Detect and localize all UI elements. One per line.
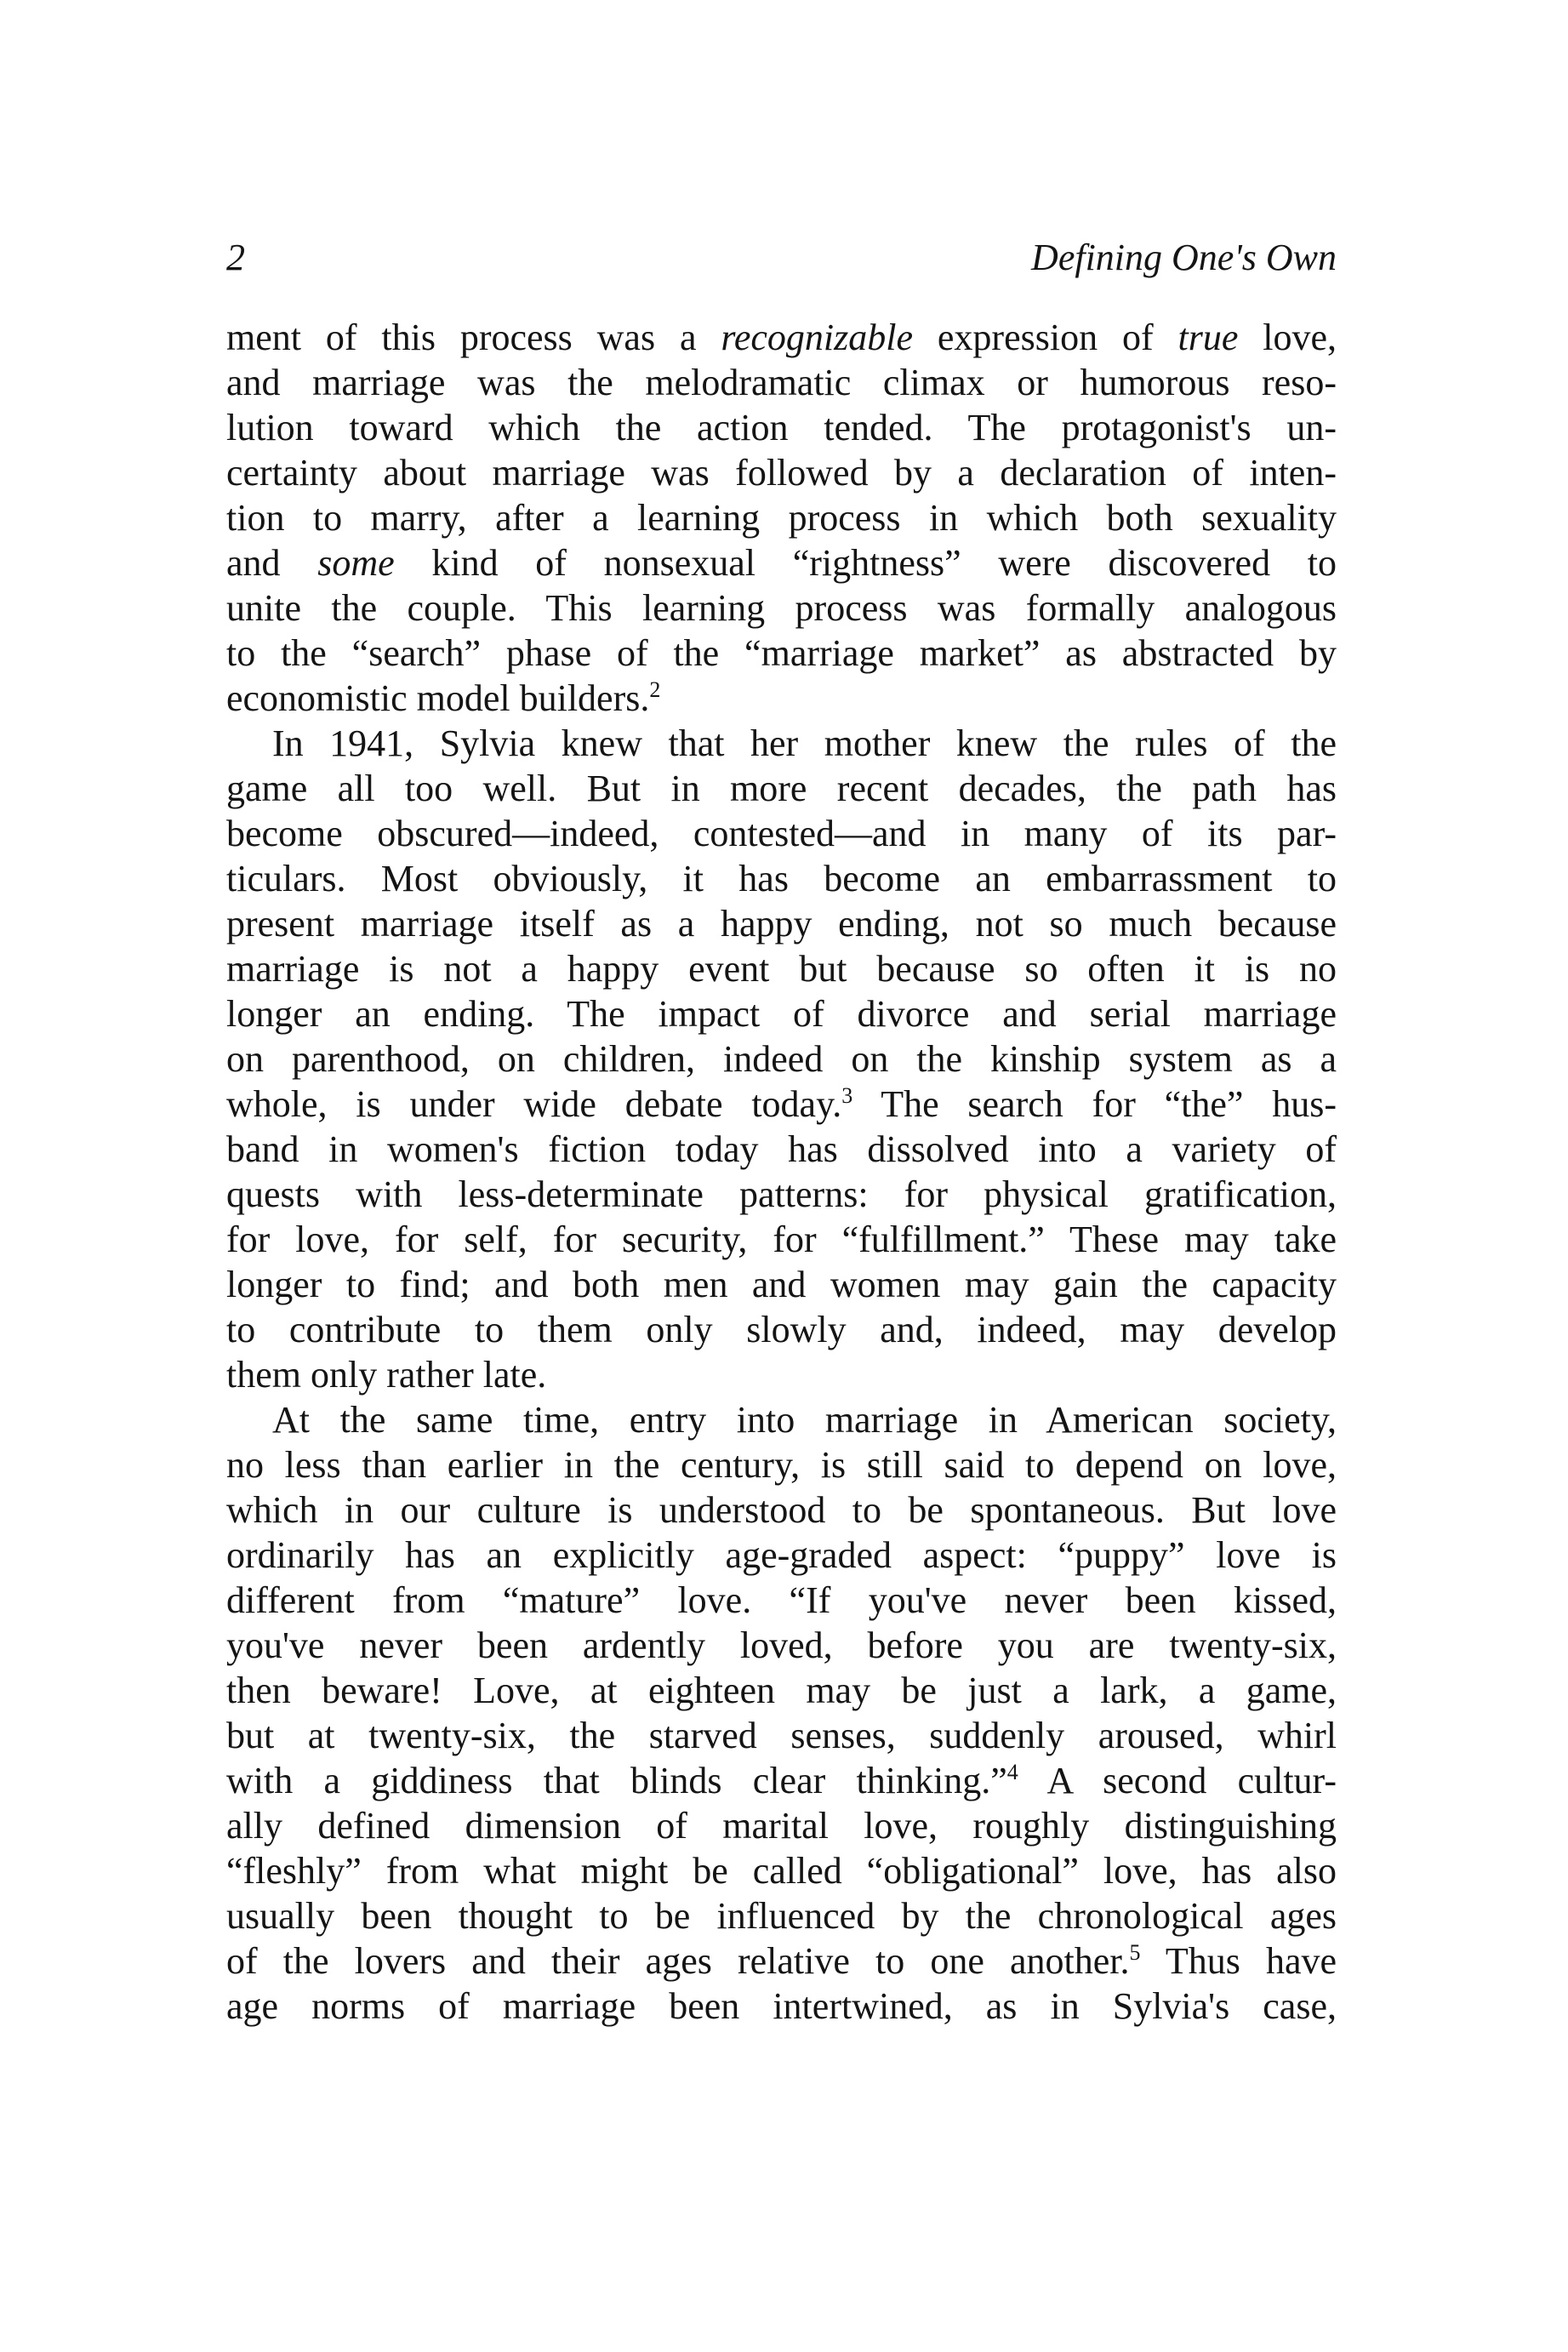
text-line: become obscured—indeed, contested—and in many of its par-: [226, 813, 1337, 854]
text-line: quests with less-determinate patterns: for physical gratification,: [226, 1173, 1337, 1215]
footnote-ref: 3: [841, 1083, 853, 1108]
text-line: usually been thought to be influenced by the chronological ages: [226, 1895, 1337, 1937]
text-line: on parenthood, on children, indeed on the kinship system as a: [226, 1038, 1337, 1080]
text-line: for love, for self, for security, for “fulfillment.” These may take: [226, 1219, 1337, 1260]
text-line: ally defined dimension of marital love, roughly distinguishing: [226, 1805, 1337, 1847]
text-line: ordinarily has an explicitly age-graded aspect: “puppy” love is: [226, 1534, 1337, 1576]
text-line: them only rather late.: [226, 1354, 547, 1396]
text-line: game all too well. But in more recent decades, the path has: [226, 768, 1337, 809]
text-line: present marriage itself as a happy ending, not so much because: [226, 903, 1337, 945]
text-line: longer an ending. The impact of divorce and serial marriage: [226, 993, 1337, 1035]
footnote-ref: 4: [1006, 1760, 1018, 1784]
text-line: then beware! Love, at eighteen may be just a lark, a game,: [226, 1670, 1337, 1711]
text-line: with a giddiness that blinds clear thinking.”$^4$ A second cultur-: [226, 1760, 1337, 1801]
text-line: tion to marry, after a learning process in which both sexuality: [226, 497, 1337, 539]
body-text: [226, 315, 1337, 2029]
text-line: ticulars. Most obviously, it has become an embarrassment to: [226, 858, 1337, 899]
text-line: marriage is not a happy event but because so often it is no: [226, 948, 1337, 990]
text-line: economistic model builders.$^2$: [226, 677, 661, 719]
text-line: lution toward which the action tended. The protagonist's un-: [226, 407, 1337, 448]
text-line: “fleshly” from what might be called “obligational” love, has also: [226, 1850, 1337, 1892]
text-line: In 1941, Sylvia knew that her mother knew the rules of the: [272, 722, 1337, 764]
text-line: of the lovers and their ages relative to one another.$^5$ Thus have: [226, 1940, 1337, 1982]
text-line: and marriage was the melodramatic climax or humorous reso-: [226, 362, 1337, 403]
text-line: At the same time, entry into marriage in American society,: [272, 1399, 1337, 1441]
running-head: Defining One's Own: [1031, 237, 1337, 278]
text-line: age norms of marriage been intertwined, as in Sylvia's case,: [226, 1985, 1337, 2027]
text-line: and some kind of nonsexual “rightness” were discovered to: [226, 542, 1337, 584]
text-line: band in women's fiction today has dissolved into a variety of: [226, 1128, 1337, 1170]
text-line: longer to find; and both men and women may gain the capacity: [226, 1264, 1337, 1305]
footnote-ref: 5: [1129, 1940, 1141, 1965]
text-line: no less than earlier in the century, is still said to depend on love,: [226, 1444, 1337, 1486]
text-line: whole, is under wide debate today.$^3$ The search for “the” hus-: [226, 1083, 1337, 1125]
page-number: 2: [226, 237, 245, 278]
text-line: different from “mature” love. “If you've never been kissed,: [226, 1579, 1337, 1621]
text-line: which in our culture is understood to be spontaneous. But love: [226, 1489, 1337, 1531]
text-line: you've never been ardently loved, before you are twenty-six,: [226, 1624, 1337, 1666]
text-line: unite the couple. This learning process was formally analogous: [226, 587, 1337, 629]
text-line: certainty about marriage was followed by a declaration of inten-: [226, 452, 1337, 494]
page-header: [226, 228, 1337, 288]
text-line: ment of this process was a recognizable expression of true love,: [226, 317, 1337, 358]
text-line: to the “search” phase of the “marriage market” as abstracted by: [226, 632, 1337, 674]
footnote-ref: 2: [649, 677, 661, 702]
text-line: to contribute to them only slowly and, indeed, may develop: [226, 1309, 1337, 1350]
text-line: but at twenty-six, the starved senses, suddenly aroused, whirl: [226, 1715, 1337, 1756]
